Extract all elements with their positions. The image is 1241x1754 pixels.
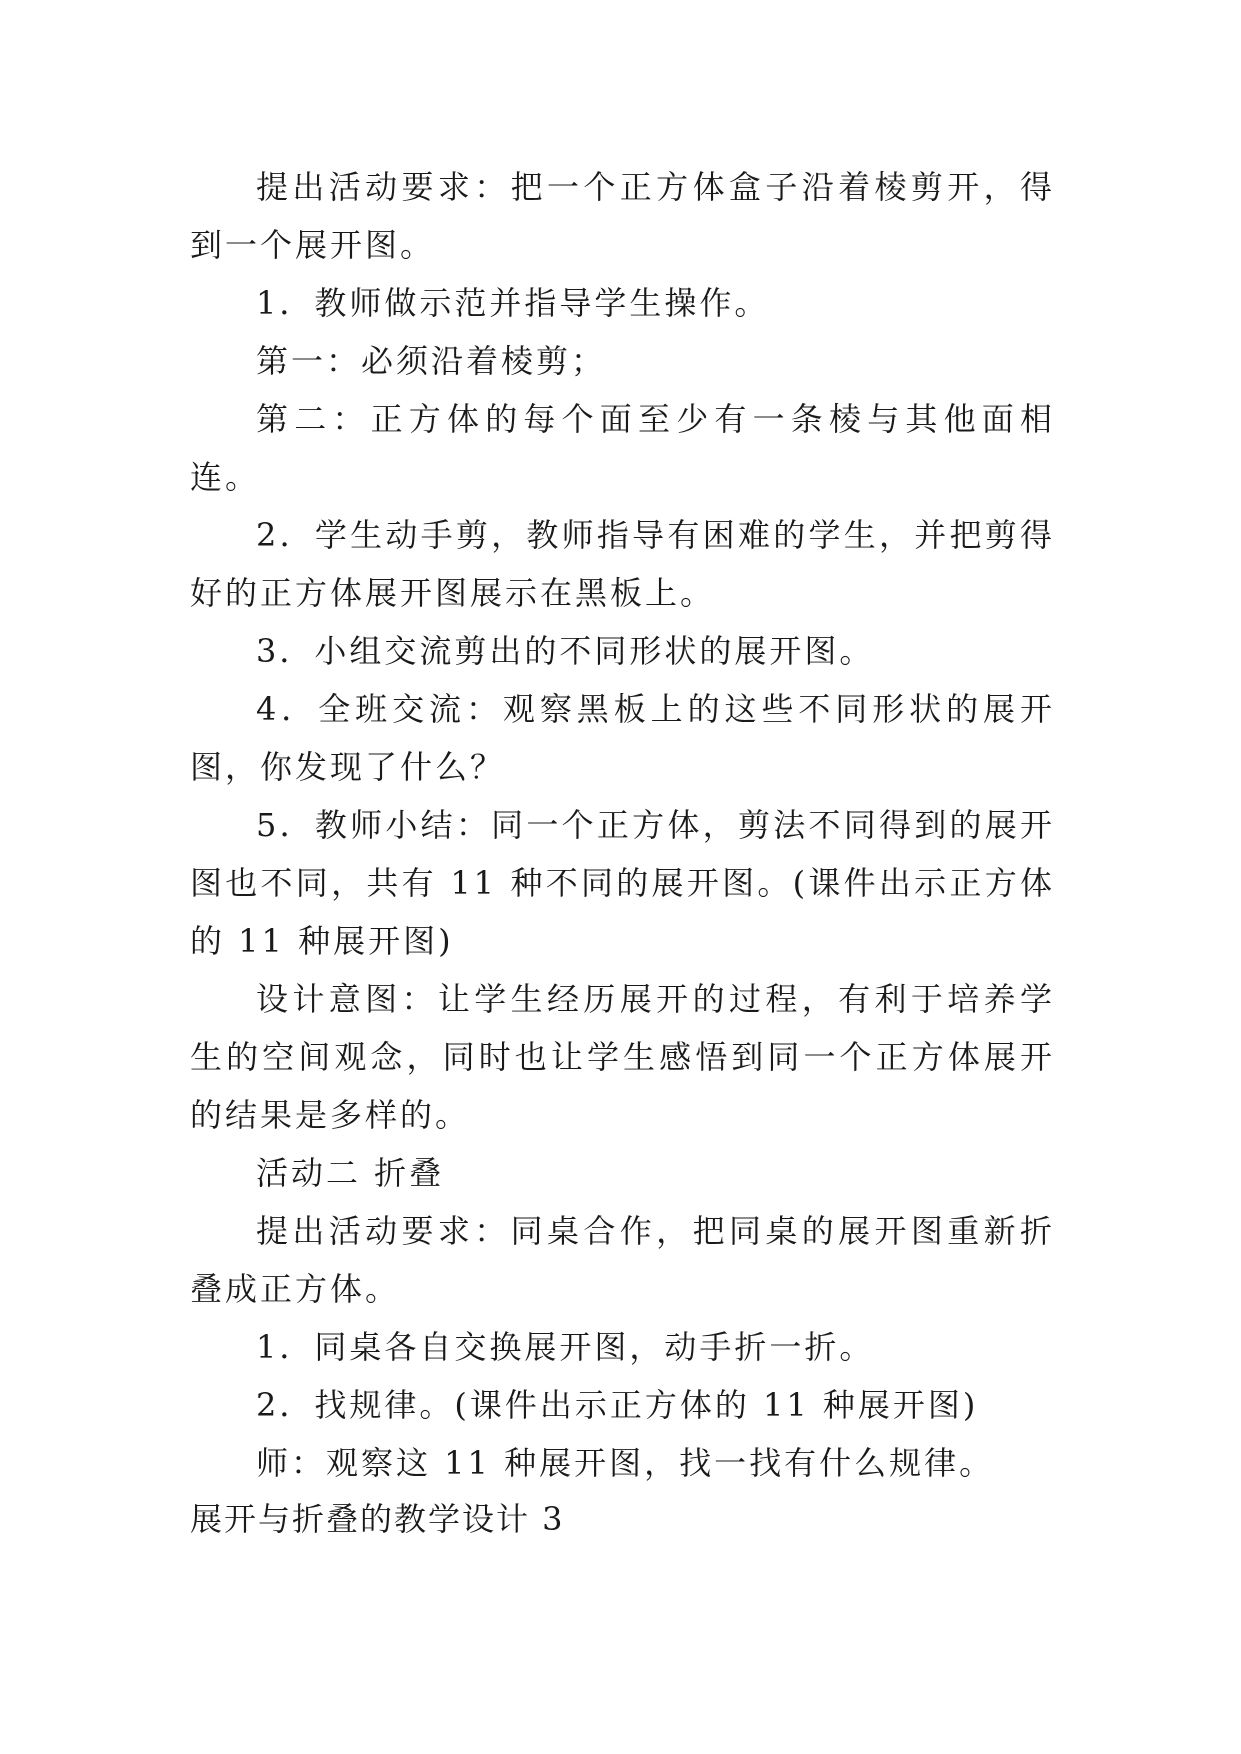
paragraph-step-3: 3．小组交流剪出的不同形状的展开图。 (256, 632, 875, 670)
paragraph-activity-requirement: 提出活动要求：把一个正方体盒子沿着棱剪开，得到一个展开图。 (190, 168, 1055, 264)
paragraph-step-1: 1．教师做示范并指导学生操作。 (256, 284, 770, 322)
paragraph-step-5: 5．教师小结：同一个正方体，剪法不同得到的展开图也不同，共有 11 种不同的展开图。(课件出示正方体的 11 种展开图) (190, 806, 1055, 960)
paragraph-step-2: 2．学生动手剪，教师指导有困难的学生，并把剪得好的正方体展开图展示在黑板上。 (190, 516, 1055, 612)
paragraph-fold-step-1: 1．同桌各自交换展开图，动手折一折。 (256, 1328, 875, 1366)
document-body (190, 158, 1055, 1492)
paragraph-step-4: 4．全班交流：观察黑板上的这些不同形状的展开图，你发现了什么？ (190, 690, 1055, 786)
paragraph-design-intent: 设计意图：让学生经历展开的过程，有利于培养学生的空间观念，同时也让学生感悟到同一个正方体展开的结果是多样的。 (190, 980, 1055, 1134)
paragraph-activity-two-heading: 活动二 折叠 (256, 1154, 445, 1192)
paragraph-fold-requirement: 提出活动要求：同桌合作，把同桌的展开图重新折叠成正方体。 (190, 1212, 1055, 1308)
paragraph-fold-step-2: 2．找规律。(课件出示正方体的 11 种展开图) (256, 1386, 979, 1424)
paragraph-rule-2: 第二：正方体的每个面至少有一条棱与其他面相连。 (190, 400, 1055, 496)
paragraph-rule-1: 第一：必须沿着棱剪； (256, 342, 607, 380)
paragraph-teacher-prompt: 师：观察这 11 种展开图，找一找有什么规律。 (256, 1444, 995, 1482)
section-title: 展开与折叠的教学设计 3 (190, 1500, 565, 1538)
